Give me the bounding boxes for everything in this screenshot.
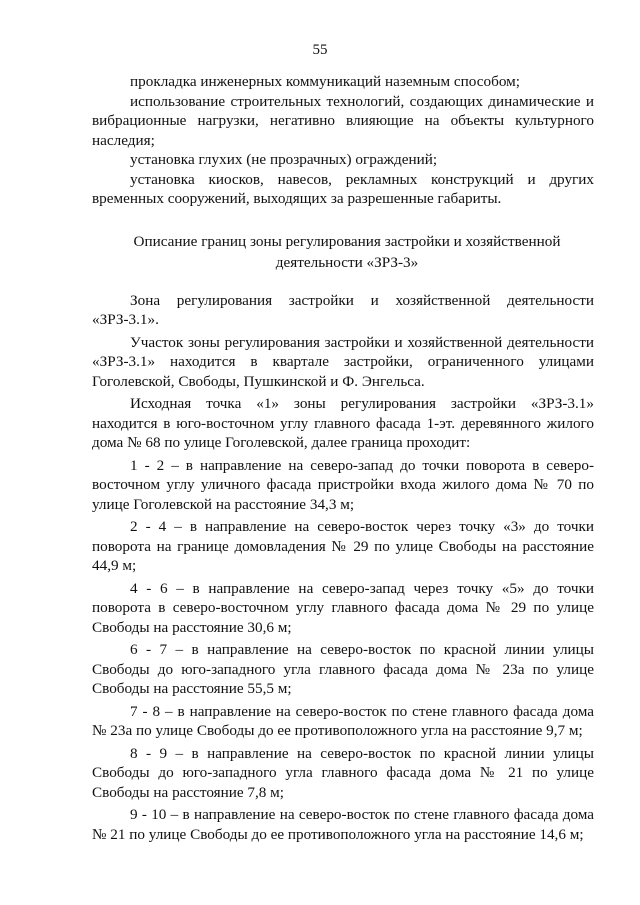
paragraph-segment-6-7: 6 - 7 – в направление на северо-восток по красной линии улицы Свободы до юго-западного угла главного фасада дома № 23а по улице Свободы на расстояние 55,5 м;: [92, 641, 594, 697]
document-body: [92, 72, 594, 844]
paragraph-segment-2-4: 2 - 4 – в направление на северо-восток через точку «3» до точки поворота на границе домовладения № 29 по улице Свободы на расстояние 44,9 м;: [92, 518, 594, 574]
paragraph-segment-8-9: 8 - 9 – в направление на северо-восток по красной линии улицы Свободы до юго-западного угла главного фасада дома № 21 по улице Свободы на расстояние 7,8 м;: [92, 744, 594, 801]
paragraph-segment-9-10: 9 - 10 – в направление на северо-восток по стене главного фасада дома № 21 по улице Свободы до ее противоположного угла на расстояние 14,6 м;: [92, 806, 594, 843]
paragraph-top-4: установка киосков, навесов, рекламных конструкций и других временных сооружений, выходящих за разрешенные габариты.: [92, 170, 594, 207]
section-heading-line-2: деятельности «ЗРЗ-3»: [275, 253, 419, 271]
spacer: [92, 273, 594, 291]
spacer: [92, 209, 594, 231]
paragraph-top-3: установка глухих (не прозрачных) ограждений;: [130, 151, 438, 168]
paragraph-segment-4-6: 4 - 6 – в направление на северо-запад через точку «5» до точки поворота в северо-восточном углу главного фасада дома № 29 по улице Свободы на расстояние 30,6 м;: [92, 579, 594, 636]
paragraph-zone-title: Зона регулирования застройки и хозяйственной деятельности «ЗРЗ-3.1».: [92, 291, 594, 328]
paragraph-top-1: прокладка инженерных коммуникаций наземным способом;: [130, 73, 520, 90]
page-number: 55: [312, 42, 328, 58]
paragraph-segment-7-8: 7 - 8 – в направление на северо-восток по стене главного фасада дома № 23а по улице Свободы до ее противоположного угла на расстояние 9,7 м;: [92, 702, 594, 739]
paragraph-zone-location: Участок зоны регулирования застройки и хозяйственной деятельности «ЗРЗ-3.1» находится в квартале застройки, ограниченного улицами Гоголевской, Свободы, Пушкинской и Ф. Энгельса.: [92, 333, 594, 390]
section-heading-line-1: Описание границ зоны регулирования застройки и хозяйственной: [133, 232, 561, 250]
paragraph-segment-1-2: 1 - 2 – в направление на северо-запад до точки поворота в северо-восточном углу уличного фасада пристройки входа жилого дома № 70 по улице Гоголевской на расстояние 34,3 м;: [92, 456, 594, 513]
paragraph-start-point: Исходная точка «1» зоны регулирования застройки «ЗРЗ-3.1» находится в юго-восточном углу главного фасада 1-эт. деревянного жилого дома № 68 по улице Гоголевской, далее граница проходит:: [92, 395, 594, 451]
paragraph-top-2: использование строительных технологий, создающих динамические и вибрационные нагрузки, негативно влияющие на объекты культурного наследия;: [92, 92, 594, 149]
